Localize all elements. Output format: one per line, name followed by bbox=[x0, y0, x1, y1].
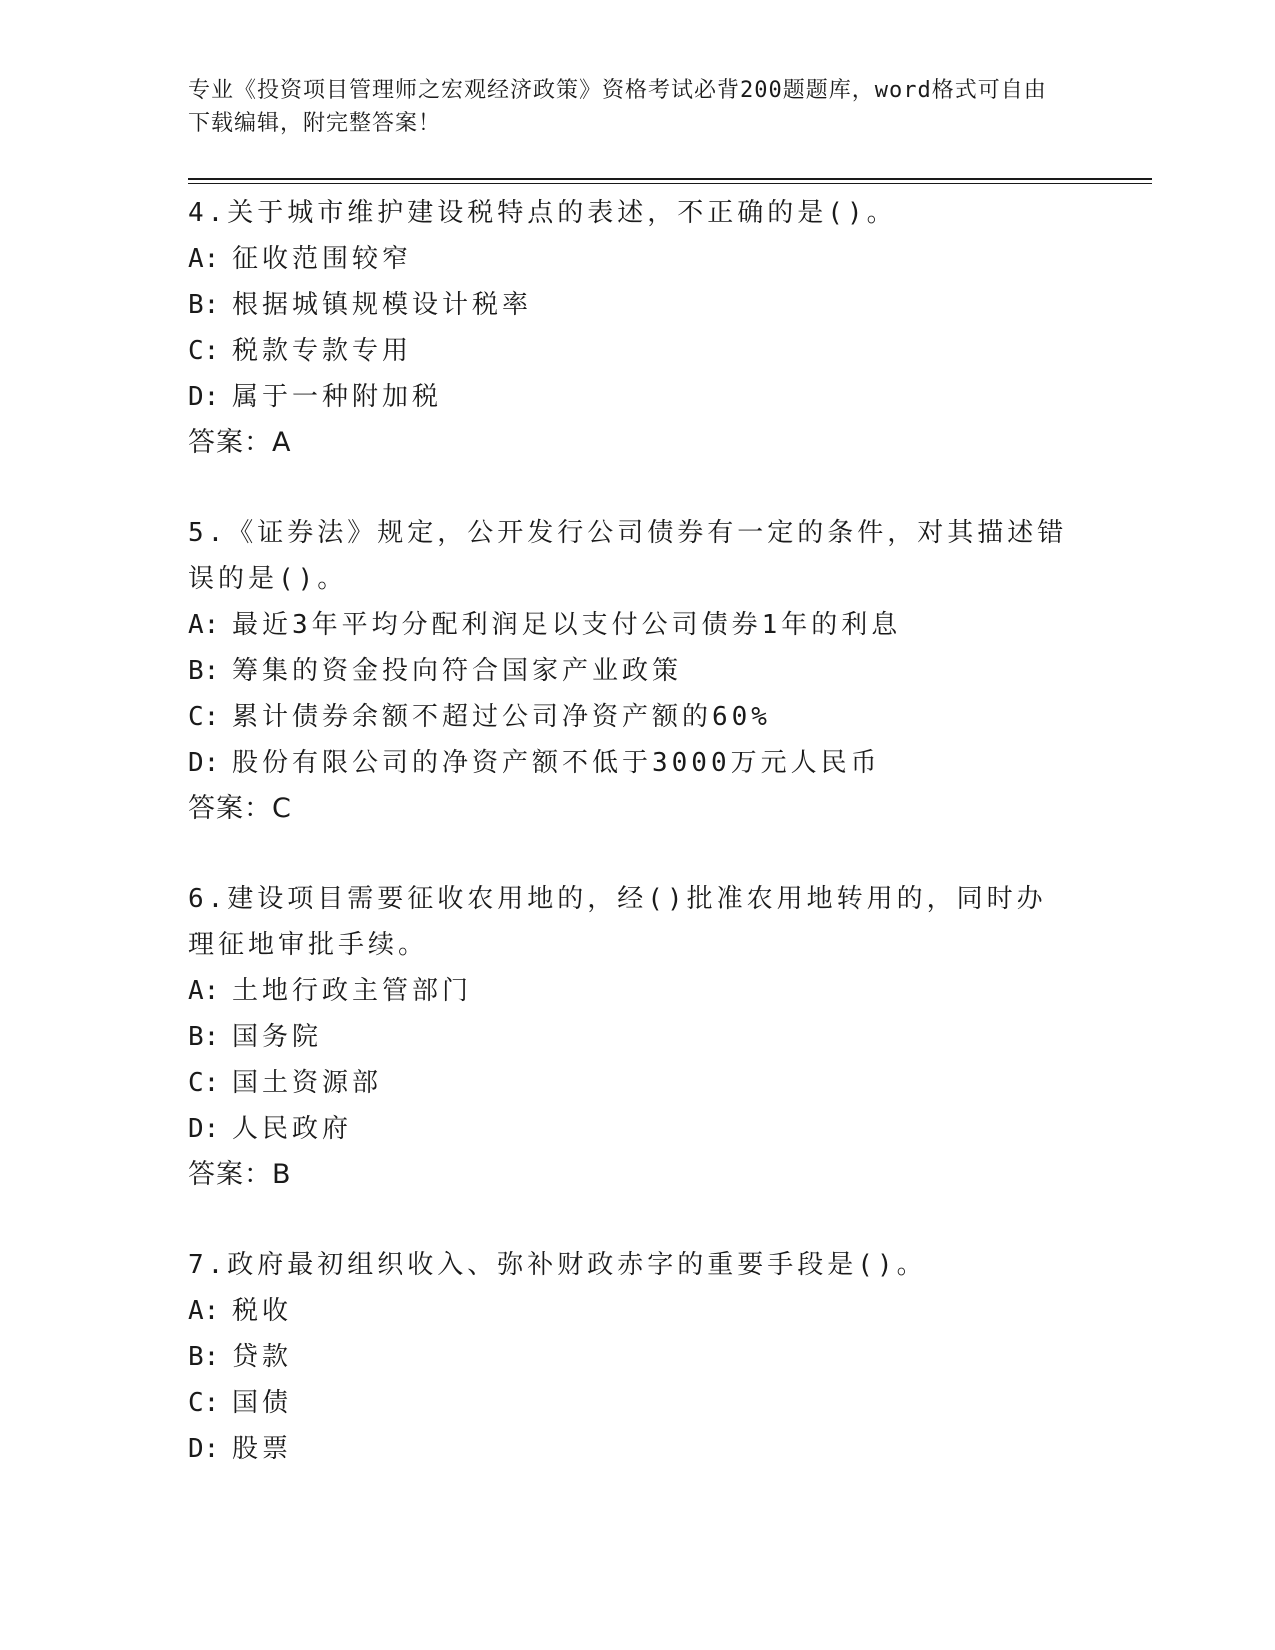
option-text: 国土资源部 bbox=[232, 1068, 383, 1098]
option-text: 最近3年平均分配利润足以支付公司债券1年的利息 bbox=[232, 610, 902, 640]
question-4 bbox=[188, 190, 1068, 466]
header-divider-thin bbox=[188, 183, 1152, 184]
option-text: 国债 bbox=[232, 1388, 293, 1418]
answer-line: 答案：A bbox=[188, 427, 292, 458]
option-text: 筹集的资金投向符合国家产业政策 bbox=[232, 656, 683, 686]
option-a bbox=[188, 1288, 1068, 1334]
option-letter: B: bbox=[188, 1022, 220, 1052]
answer-line: 答案：B bbox=[188, 1159, 292, 1190]
option-letter: C: bbox=[188, 1388, 220, 1418]
document-header: 专业《投资项目管理师之宏观经济政策》资格考试必背200题题库，word格式可自由下载编辑，附完整答案！ bbox=[188, 78, 1047, 136]
option-letter: C: bbox=[188, 1068, 220, 1098]
option-c bbox=[188, 328, 1068, 374]
option-c bbox=[188, 694, 1068, 740]
option-text: 属于一种附加税 bbox=[232, 382, 443, 412]
option-a bbox=[188, 602, 1068, 648]
option-letter: A: bbox=[188, 610, 220, 640]
option-letter: D: bbox=[188, 748, 220, 778]
option-text: 国务院 bbox=[232, 1022, 323, 1052]
option-text: 税款专款专用 bbox=[232, 336, 413, 366]
option-text: 根据城镇规模设计税率 bbox=[232, 290, 533, 320]
option-b bbox=[188, 1334, 1068, 1380]
question-5 bbox=[188, 510, 1068, 832]
option-letter: B: bbox=[188, 1342, 220, 1372]
option-letter: D: bbox=[188, 382, 220, 412]
option-text: 股票 bbox=[232, 1434, 293, 1464]
option-c bbox=[188, 1380, 1068, 1426]
option-letter: A: bbox=[188, 976, 220, 1006]
option-letter: C: bbox=[188, 336, 220, 366]
option-b bbox=[188, 648, 1068, 694]
option-a bbox=[188, 236, 1068, 282]
option-letter: A: bbox=[188, 244, 220, 274]
option-text: 贷款 bbox=[232, 1342, 293, 1372]
option-letter: C: bbox=[188, 702, 220, 732]
option-d bbox=[188, 1426, 1068, 1472]
option-d bbox=[188, 374, 1068, 420]
option-a bbox=[188, 968, 1068, 1014]
question-stem: 7.政府最初组织收入、弥补财政赤字的重要手段是()。 bbox=[188, 1250, 927, 1280]
header-divider-thick bbox=[188, 178, 1152, 180]
option-letter: D: bbox=[188, 1114, 220, 1144]
question-stem: 6.建设项目需要征收农用地的，经()批准农用地转用的，同时办理征地审批手续。 bbox=[188, 884, 1047, 960]
option-text: 税收 bbox=[232, 1296, 293, 1326]
option-letter: D: bbox=[188, 1434, 220, 1464]
question-stem: 5.《证券法》规定，公开发行公司债券有一定的条件，对其描述错误的是()。 bbox=[188, 518, 1068, 594]
option-letter: A: bbox=[188, 1296, 220, 1326]
answer-line: 答案：C bbox=[188, 793, 292, 824]
option-d bbox=[188, 740, 1068, 786]
option-letter: B: bbox=[188, 290, 220, 320]
option-text: 土地行政主管部门 bbox=[232, 976, 473, 1006]
option-text: 累计债券余额不超过公司净资产额的60% bbox=[232, 702, 771, 732]
option-b bbox=[188, 1014, 1068, 1060]
option-text: 征收范围较窄 bbox=[232, 244, 413, 274]
question-list bbox=[188, 190, 1068, 1516]
option-c bbox=[188, 1060, 1068, 1106]
option-d bbox=[188, 1106, 1068, 1152]
question-6 bbox=[188, 876, 1068, 1198]
option-letter: B: bbox=[188, 656, 220, 686]
question-7 bbox=[188, 1242, 1068, 1472]
option-text: 人民政府 bbox=[232, 1114, 353, 1144]
option-b bbox=[188, 282, 1068, 328]
option-text: 股份有限公司的净资产额不低于3000万元人民币 bbox=[232, 748, 881, 778]
question-stem: 4.关于城市维护建设税特点的表述，不正确的是()。 bbox=[188, 198, 897, 228]
